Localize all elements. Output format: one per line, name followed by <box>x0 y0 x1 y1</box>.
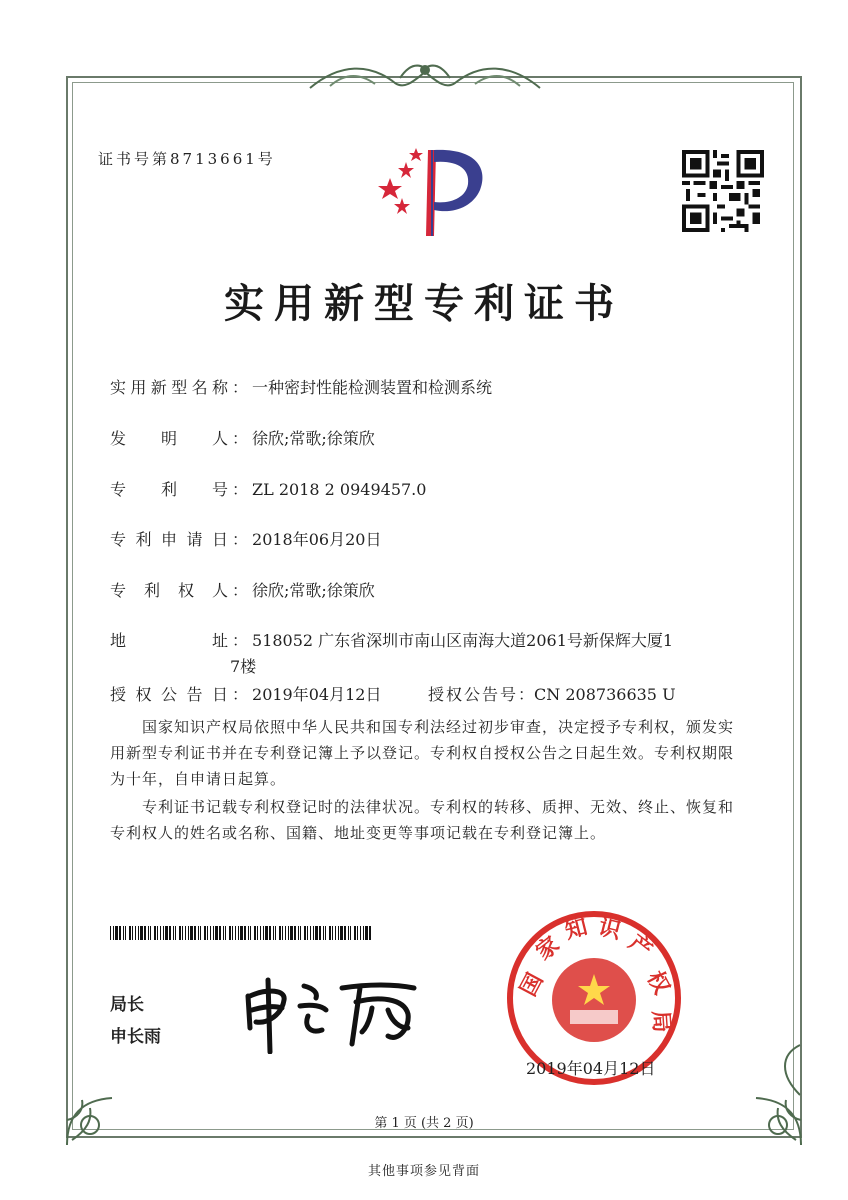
barcode-bar <box>369 926 371 940</box>
barcode-bar <box>179 926 181 940</box>
barcode-bar <box>198 926 199 940</box>
barcode-bar <box>282 926 283 940</box>
barcode-bar <box>123 926 124 940</box>
barcode-bar <box>338 926 339 940</box>
field-label: 授权公告日 <box>110 685 228 704</box>
barcode-bar <box>257 926 258 940</box>
field-address: 地址 ： 518052 广东省深圳市南山区南海大道2061号新保辉大厦1 <box>110 628 673 651</box>
field-value: 2018年06月20日 <box>252 530 382 549</box>
barcode-bar <box>288 926 289 940</box>
barcode-bar <box>132 926 133 940</box>
barcode-bar <box>244 926 246 940</box>
barcode-bar <box>129 926 131 940</box>
barcode-bar <box>169 926 171 940</box>
barcode-bar <box>285 926 286 940</box>
top-ornament <box>300 58 550 98</box>
barcode-bar <box>350 926 351 940</box>
barcode-bar <box>263 926 264 940</box>
barcode-bar <box>219 926 221 940</box>
field-label: 专利号 <box>110 480 228 499</box>
seal-char: 家 <box>531 932 565 966</box>
qr-code <box>682 150 764 232</box>
field-value: ZL 2018 2 0949457.0 <box>252 480 427 499</box>
seal-char: 局 <box>647 1009 674 1034</box>
barcode-bar <box>160 926 161 940</box>
field-patentee: 专利权人 ： 徐欣;常歌;徐策欣 <box>110 578 375 601</box>
barcode-bar <box>175 926 176 940</box>
barcode-bar <box>300 926 301 940</box>
barcode-bar <box>319 926 321 940</box>
right-side-ornament <box>770 1040 810 1100</box>
barcode-bar <box>215 926 218 940</box>
field-value: 徐欣;常歌;徐策欣 <box>252 581 375 600</box>
field-label: 发明人 <box>110 429 228 448</box>
barcode-bar <box>298 926 299 940</box>
barcode-bar <box>204 926 206 940</box>
barcode-bar <box>210 926 211 940</box>
barcode-bar <box>144 926 146 940</box>
barcode-bar <box>207 926 208 940</box>
barcode-bar <box>332 926 333 940</box>
field-label: 专利申请日 <box>110 530 228 549</box>
field-label: 授权公告号 <box>428 685 519 704</box>
handwritten-signature <box>238 966 428 1054</box>
field-grant-publication-number: 授权公告号：CN 208736635 U <box>428 685 676 704</box>
field-label: 实用新型名称 <box>110 378 228 397</box>
field-filing-date: 专利申请日 ： 2018年06月20日 <box>110 527 381 550</box>
barcode-bar <box>290 926 293 940</box>
barcode-bar <box>229 926 231 940</box>
barcode-bar <box>213 926 214 940</box>
seal-char: 权 <box>641 967 674 999</box>
barcode-bar <box>140 926 143 940</box>
field-value: 2019年04月12日 <box>252 685 382 704</box>
barcode-bar <box>248 926 249 940</box>
barcode-bar <box>325 926 326 940</box>
barcode-bar <box>360 926 361 940</box>
seal-date: 2019年04月12日 <box>526 1059 656 1078</box>
barcode-bar <box>225 926 226 940</box>
seal-char: 产 <box>623 930 657 964</box>
barcode-bar <box>335 926 336 940</box>
barcode-bar <box>113 926 114 940</box>
field-address-line2: 7楼 <box>230 657 257 676</box>
barcode-bar <box>163 926 164 940</box>
barcode-bar <box>148 926 149 940</box>
field-value: CN 208736635 U <box>534 685 676 704</box>
barcode-bar <box>182 926 183 940</box>
barcode-bar <box>275 926 276 940</box>
field-value: 518052 广东省深圳市南山区南海大道2061号新保辉大厦1 <box>252 631 674 650</box>
footer-note: 其他事项参见背面 <box>367 1164 480 1179</box>
barcode-bar <box>363 926 364 940</box>
barcode-bar <box>125 926 126 940</box>
barcode-bar <box>223 926 224 940</box>
barcode-bar <box>254 926 256 940</box>
barcode-bar <box>260 926 261 940</box>
barcode-bar <box>235 926 236 940</box>
barcode-bar <box>173 926 174 940</box>
barcode-bar <box>238 926 239 940</box>
signatory-title: 局长 <box>110 995 144 1015</box>
barcode-bar <box>135 926 136 940</box>
barcode-bar <box>354 926 356 940</box>
barcode-bar <box>265 926 268 940</box>
barcode-bar <box>323 926 324 940</box>
signatory-name: 申长雨 <box>110 1027 161 1047</box>
barcode-bar <box>240 926 243 940</box>
seal-char: 国 <box>516 969 549 1001</box>
barcode-bar <box>310 926 311 940</box>
certificate-title: 实用新型专利证书 <box>224 281 624 327</box>
statement-paragraph-1: 国家知识产权局依照中华人民共和国专利法经过初步审查，决定授予专利权，颁发实用新型专利证书并在专利登记簿上予以登记。专利权自授权公告之日起生效。专利权期限为十年，自申请日起算。 <box>110 718 735 788</box>
field-label: 专利权人 <box>110 581 228 600</box>
page-indicator: 第 1 页 (共 2 页) <box>374 1116 474 1131</box>
barcode-bar <box>313 926 314 940</box>
barcode-bar <box>165 926 168 940</box>
barcode-bar <box>150 926 151 940</box>
field-value: 一种密封性能检测装置和检测系统 <box>252 378 493 397</box>
barcode-bar <box>365 926 368 940</box>
barcode-bar <box>154 926 156 940</box>
barcode-bar <box>307 926 308 940</box>
barcode-bar <box>157 926 158 940</box>
patent-office-emblem <box>368 140 498 240</box>
barcode-bar <box>232 926 233 940</box>
statement-paragraph-2: 专利证书记载专利权登记时的法律状况。专利权的转移、质押、无效、终止、恢复和专利权人的姓名或名称、国籍、地址变更等事项记载在专利登记簿上。 <box>110 798 735 842</box>
barcode-bar <box>190 926 193 940</box>
barcode-bar <box>357 926 358 940</box>
barcode-bar <box>304 926 306 940</box>
field-label: 地址 <box>110 631 228 650</box>
barcode <box>110 926 372 940</box>
barcode-bar <box>188 926 189 940</box>
barcode-bar <box>110 926 111 940</box>
seal-char: 知 <box>562 914 591 945</box>
barcode-bar <box>315 926 318 940</box>
field-patent-number: 专利号 ： ZL 2018 2 0949457.0 <box>110 477 426 500</box>
field-grant-date: 授权公告日 ： 2019年04月12日 <box>110 682 381 705</box>
barcode-bar <box>194 926 196 940</box>
barcode-bar <box>119 926 121 940</box>
barcode-bar <box>344 926 346 940</box>
barcode-bar <box>340 926 343 940</box>
barcode-bar <box>250 926 251 940</box>
barcode-bar <box>279 926 281 940</box>
certificate-number: 证书号第8713661号 <box>98 150 276 168</box>
field-inventor: 发明人 ： 徐欣;常歌;徐策欣 <box>110 426 375 449</box>
barcode-bar <box>348 926 349 940</box>
barcode-bar <box>329 926 331 940</box>
barcode-bar <box>200 926 201 940</box>
barcode-bar <box>115 926 118 940</box>
barcode-bar <box>273 926 274 940</box>
field-utility-model-name: 实用新型名称 ： 一种密封性能检测装置和检测系统 <box>110 375 492 398</box>
barcode-bar <box>294 926 296 940</box>
barcode-bar <box>269 926 271 940</box>
barcode-bar <box>185 926 186 940</box>
barcode-bar <box>138 926 139 940</box>
field-value: 徐欣;常歌;徐策欣 <box>252 429 375 448</box>
seal-char: 识 <box>595 914 624 945</box>
